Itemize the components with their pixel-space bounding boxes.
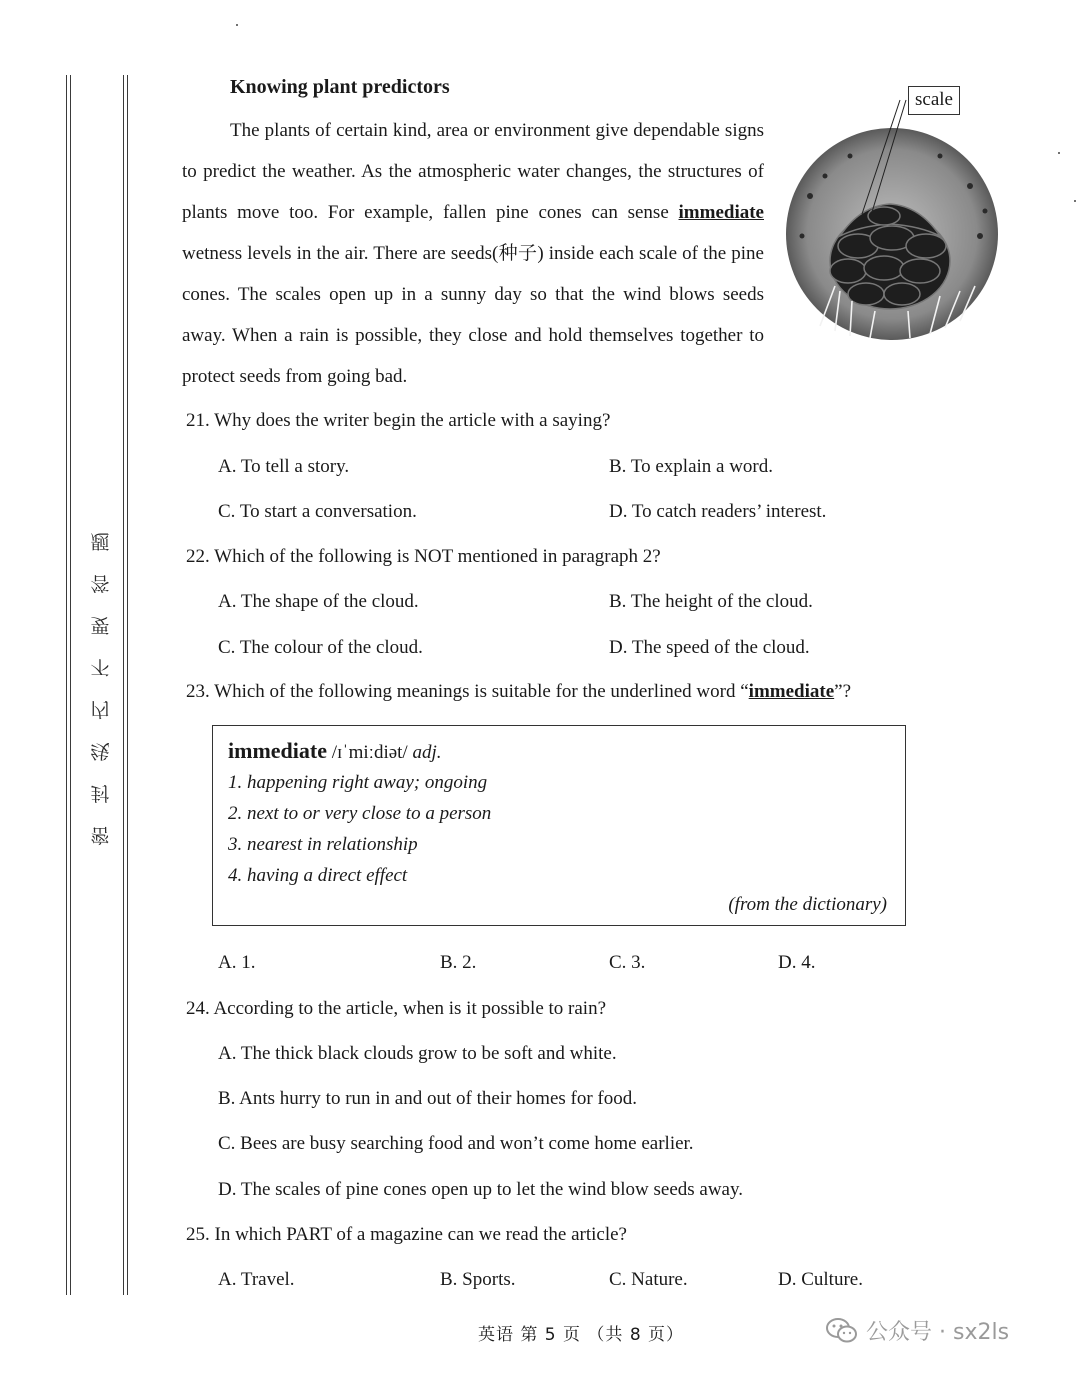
seal-line-notice — [88, 520, 112, 856]
question-23 — [186, 681, 851, 703]
question-25: 25. In which PART of a magazine can we read the article? — [186, 1224, 627, 1245]
q23-option-b[interactable]: B. 2. — [440, 952, 477, 973]
q23-keyword: immediate — [748, 681, 835, 702]
binding-line-2 — [70, 75, 71, 1295]
q23-option-c[interactable]: C. 3. — [609, 952, 646, 973]
q21-option-b[interactable]: B. To explain a word. — [609, 456, 774, 477]
seal-char: 要 — [90, 614, 110, 636]
dictionary-word: immediate — [228, 738, 327, 763]
dictionary-part-of-speech: adj. — [412, 742, 442, 763]
scan-speck — [236, 24, 238, 26]
dictionary-sense-2: 2. next to or very close to a person — [228, 803, 492, 824]
dictionary-pronunciation: /ɪˈmiːdiət/ — [331, 742, 408, 763]
article-paragraph — [182, 110, 764, 397]
q21-option-a[interactable]: A. To tell a story. — [218, 456, 350, 477]
q24-option-d[interactable]: D. The scales of pine cones open up to let the wind blow seeds away. — [218, 1179, 744, 1200]
binding-line-4 — [127, 75, 128, 1295]
q22-option-c[interactable]: C. The colour of the cloud. — [218, 637, 423, 658]
q25-option-b[interactable]: B. Sports. — [440, 1269, 516, 1290]
wechat-icon — [826, 1317, 858, 1345]
pine-cone-illustration — [780, 86, 1010, 346]
binding-line-1 — [66, 75, 67, 1295]
seal-char: 封 — [90, 782, 110, 804]
q23-stem-before: 23. Which of the following meanings is suitable for the underlined word “ — [186, 681, 749, 702]
seal-char: 答 — [90, 572, 110, 594]
seal-char: 内 — [90, 698, 110, 720]
watermark-text: 公众号 · sx2ls — [866, 1320, 1010, 1345]
q25-option-a[interactable]: A. Travel. — [218, 1269, 295, 1290]
q24-option-b[interactable]: B. Ants hurry to run in and out of their homes for food. — [218, 1088, 638, 1109]
q24-option-a[interactable]: A. The thick black clouds grow to be soft and white. — [218, 1043, 617, 1064]
question-24: 24. According to the article, when is it possible to rain? — [186, 998, 607, 1019]
q25-option-d[interactable]: D. Culture. — [778, 1269, 863, 1290]
q22-option-d[interactable]: D. The speed of the cloud. — [609, 637, 810, 658]
q21-option-c[interactable]: C. To start a conversation. — [218, 501, 417, 522]
q22-option-a[interactable]: A. The shape of the cloud. — [218, 591, 419, 612]
seal-char: 密 — [90, 824, 110, 846]
figure-label-scale: scale — [908, 86, 960, 115]
question-22: 22. Which of the following is NOT mentioned in paragraph 2? — [186, 546, 661, 567]
dictionary-entry-box — [212, 725, 906, 926]
q23-option-d[interactable]: D. 4. — [778, 952, 816, 973]
q23-option-a[interactable]: A. 1. — [218, 952, 256, 973]
q24-option-c[interactable]: C. Bees are busy searching food and won’t come home earlier. — [218, 1133, 694, 1154]
dictionary-sense-4: 4. having a direct effect — [228, 865, 408, 886]
dictionary-sense-1: 1. happening right away; ongoing — [228, 772, 488, 793]
dictionary-headword — [228, 738, 442, 764]
dictionary-source: (from the dictionary) — [728, 894, 887, 915]
q25-option-c[interactable]: C. Nature. — [609, 1269, 688, 1290]
seal-char: 线 — [90, 740, 110, 762]
q23-stem-after: ”? — [834, 681, 852, 702]
q21-option-d[interactable]: D. To catch readers’ interest. — [609, 501, 827, 522]
dictionary-sense-3: 3. nearest in relationship — [228, 834, 418, 855]
paragraph-text-after: wetness levels in the air. There are seeds(种子) inside each scale of the pine cones. The scales open up in a sunny day so that the wind blows seeds away. When a rain is possible, they close and hold themselves together to protect seeds from going bad. — [182, 243, 764, 387]
q22-option-b[interactable]: B. The height of the cloud. — [609, 591, 813, 612]
watermark — [826, 1315, 1009, 1346]
scan-speck — [1074, 200, 1076, 202]
page-footer: 英语 第 5 页 （共 8 页） — [478, 1325, 685, 1345]
seal-char: 不 — [90, 656, 110, 678]
binding-line-3 — [123, 75, 124, 1295]
seal-char: 题 — [90, 530, 110, 552]
scan-speck — [1058, 152, 1060, 154]
underlined-keyword: immediate — [678, 202, 764, 223]
paragraph-text-before: The plants of certain kind, area or environment give dependable signs to predict the weather. As the atmospheric water changes, the structures of plants move too. For example, fallen pine cones can sense — [182, 120, 764, 223]
article-title: Knowing plant predictors — [230, 76, 450, 98]
question-21: 21. Why does the writer begin the article with a saying? — [186, 410, 611, 431]
